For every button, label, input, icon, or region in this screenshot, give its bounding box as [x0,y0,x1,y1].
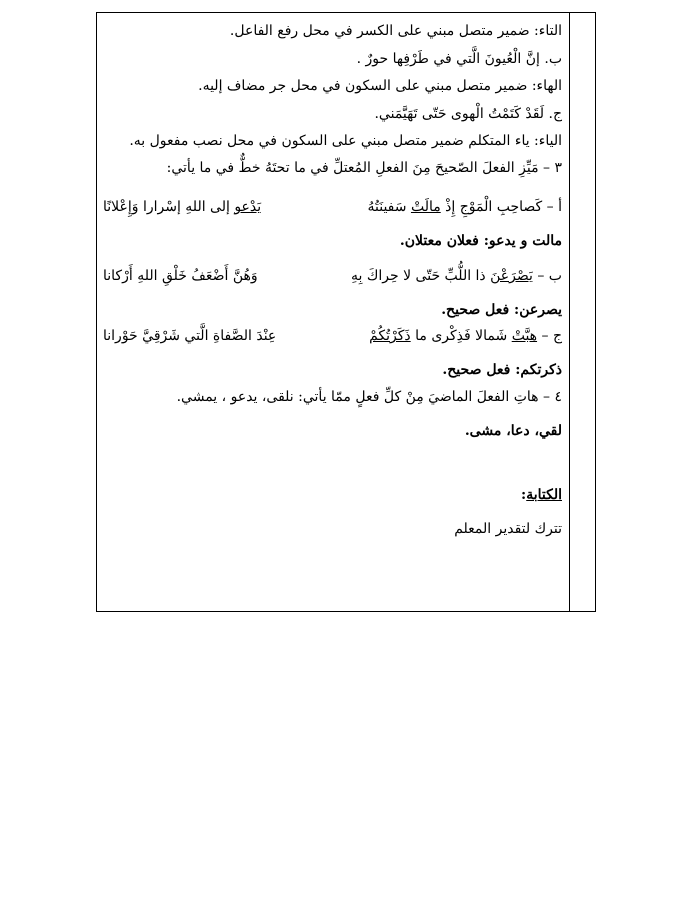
writing-heading [103,485,562,505]
worksheet-table [96,12,596,612]
answer-q4: لقي، دعا، مشى. [464,423,562,439]
underlined-verb: مالَتْ [410,199,441,215]
verse-text: ج – [537,328,562,344]
verse-text: ب – [532,268,562,284]
content-column [97,13,568,611]
answer-a: مالت و يدعو: فعلان معتلان. [399,233,562,249]
verse-a-second-hemistich [103,197,261,217]
underlined-verb: يَصْرَعْنَ [490,268,533,284]
verse-text: سَفينَتُهُ [367,199,411,215]
question-3: ٣ – مَيِّزِ الفعلَ الصّحيحَ مِنَ الفعلِ المُعتلِّ في ما تحتَهُ خطٌّ في ما يأتي: [166,160,562,176]
verse-b-first-hemistich [351,266,562,286]
verse-a-first-hemistich [368,197,563,217]
verse-c-second-hemistich: عِنْدَ الصَّفاةِ الَّتي شَرْقِيَّ حَوْرانا [103,328,277,344]
writing-colon: : [521,487,527,503]
verse-text: إلى اللهِ إسْرارا وَإِعْلانًا [103,199,235,215]
writing-note: تترك لتقدير المعلم [454,521,562,537]
text-line: التاء: ضمير متصل مبني على الكسر في محل رفع الفاعل. [229,23,562,39]
text-line: الهاء: ضمير متصل مبني على السكون في محل جر مضاف إليه. [198,78,562,94]
underlined-verb: هبَّتْ [511,328,538,344]
verse-c-first-hemistich [369,326,562,346]
verse-text: شَمالا فَذِكْرى ما [410,328,512,344]
verse-c [103,326,562,346]
margin-column [569,13,595,611]
text-line: الياء: ياء المتكلم ضمير متصل مبني على السكون في محل نصب مفعول به. [129,133,562,149]
underlined-verb: يَدْعو [234,199,262,215]
writing-title: الكتابة [526,487,562,503]
answer-c: ذكرتكم: فعل صحيح. [442,362,562,378]
underlined-verb: ذَكَرْتُكُمْ [369,328,411,344]
verse-b [103,266,562,286]
text-line: ج. لَقَدْ كَتَمْتُ الْهوى حَتّى تَهَيَّمَني. [374,106,562,122]
text-line: ب. إنَّ الْعُيونَ الَّتي في طَرْفِها حورٌ . [356,51,562,67]
verse-b-second-hemistich: وَهُنَّ أَضْعَفُ خَلْقِ اللهِ أَرْكانا [103,268,258,284]
verse-text: ذا اللُّبِّ حَتّى لا حِراكَ بِهِ [351,268,491,284]
verse-a [103,197,562,217]
answer-b: يصرعن: فعل صحيح. [441,302,562,318]
question-4: ٤ – هاتِ الفعلَ الماضيَ مِنْ كلِّ فعلٍ ممّا يأتي: نلقى، يدعو ، يمشي. [176,389,562,405]
verse-text: أ – كَصاحِبِ الْمَوْجِ إِذْ [440,199,562,215]
